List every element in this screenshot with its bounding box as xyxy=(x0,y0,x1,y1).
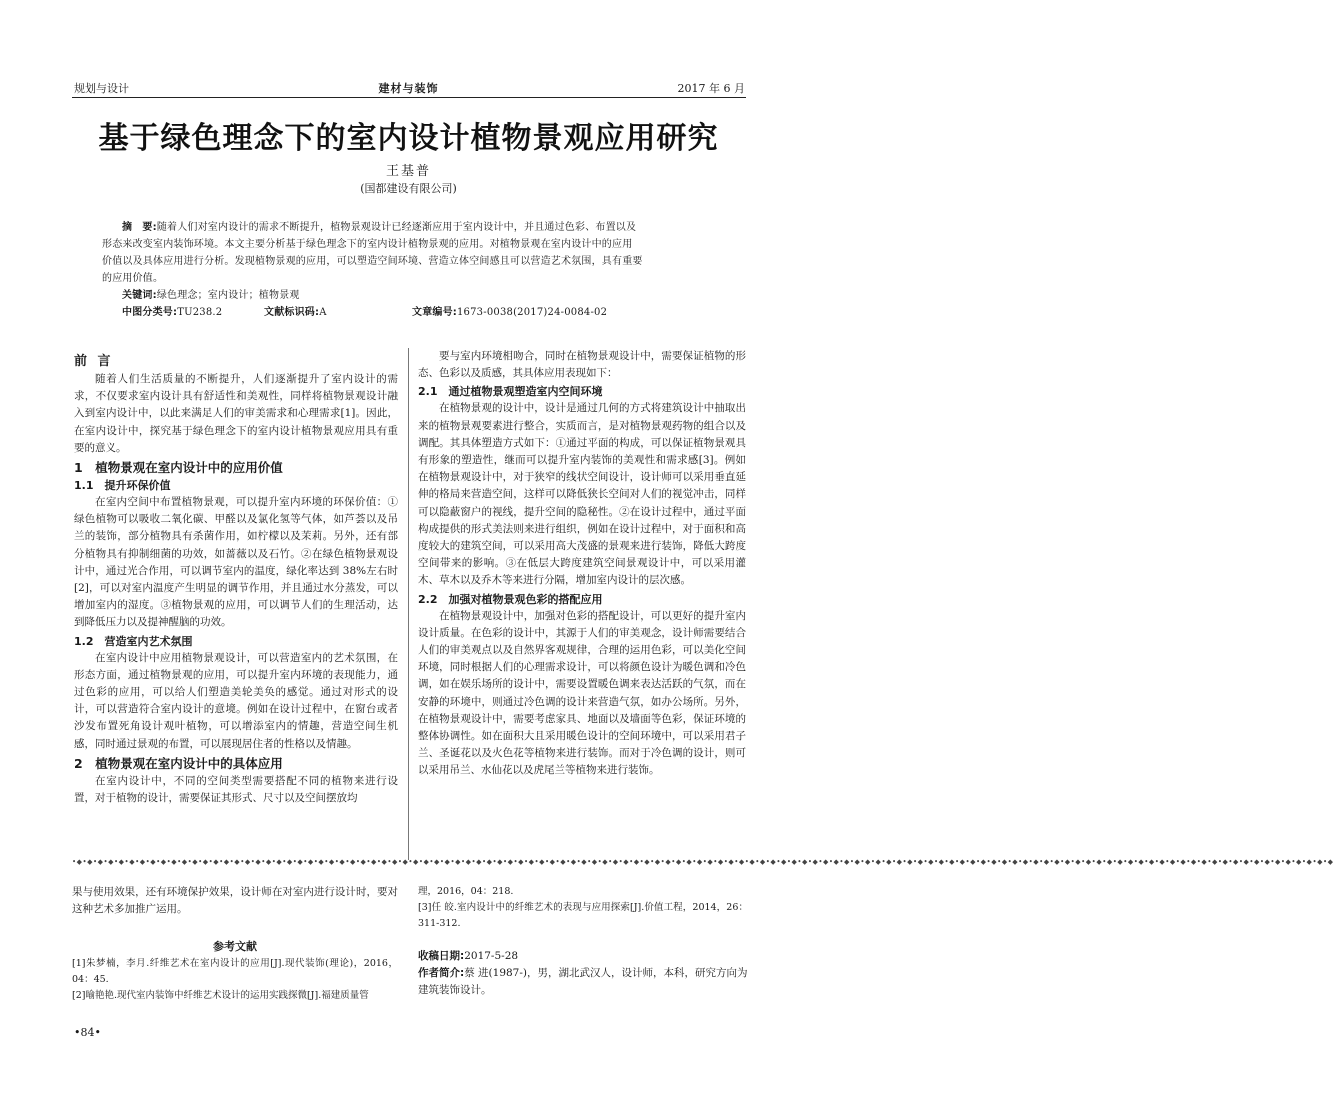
section-1-2-paragraph: 在室内设计中应用植物景观设计，可以营造室内的艺术氛围，在形态方面，通过植物景观的应用，可以提升室内环境的表现能力，通过色彩的应用，可以给人们塑造美轮美奂的感觉。通过对形式的设计，可以营造符合室内设计的意境。例如在设计过程中，在窗台或者沙发布置死角设计观叶植物，可以增添室内的情趣，营造空间生机感，同时通过景观的布置，可以展现居住者的性格以及情趣。 xyxy=(74,651,398,750)
article-number-field: 文章编号:1673-0038(2017)24-0084-02 xyxy=(412,307,608,318)
header-rule xyxy=(72,97,746,98)
section-2-paragraph: 在室内设计中，不同的空间类型需要搭配不同的植物来进行设置，对于植物的设计，需要保证其形式、尺寸以及空间摆放均 xyxy=(74,774,398,805)
references-heading: 参考文献 xyxy=(213,940,257,954)
section-1-2-heading: 1.2 营造室内艺术氛围 xyxy=(74,634,193,648)
section-1-1-paragraph: 在室内空间中布置植物景观，可以提升室内环境的环保价值：①绿色植物可以吸收二氧化碳、甲醛以及氯化氢等气体，如芦荟以及吊兰的装饰，部分植物具有杀菌作用，如柠檬以及茉莉。另外，还有部分植物具有抑制细菌的功效，如蔷薇以及石竹。②在绿色植物景观设计中，通过光合作用，可以调节室内的温度，绿化率达到 38%左右时[2]，可以对室内温度产生明显的调节作用，并且通过水分蒸发，可以增加室内的湿度。③植物景观的应用，可以调节人们的生理活动，达到降低压力以及提神醒脑的功效。 xyxy=(74,496,398,629)
right-column xyxy=(418,348,746,780)
reference-item: [1]朱梦楠，李月.纤维艺术在室内设计的应用[J].现代装饰(理论)，2016，04：45. xyxy=(72,958,398,986)
reference-item: [3]任 皎.室内设计中的纤维艺术的表现与应用探索[J].价值工程，2014，26：311-312. xyxy=(418,902,748,929)
abstract-line: 形态来改变室内装饰环境。本文主要分析基于绿色理念下的室内设计植物景观的应用。对植物景观在室内设计中的应用 xyxy=(102,239,633,250)
reference-item: [2]喻艳艳.现代室内装饰中纤维艺术设计的运用实践探微[J].福建质量管 xyxy=(72,990,369,1002)
running-head-left: 规划与设计 xyxy=(74,82,129,95)
abstract-line: 摘 要:随着人们对室内设计的需求不断提升，植物景观设计已经逐渐应用于室内设计中，并且通过色彩、布置以及 xyxy=(122,222,637,233)
paper-title: 基于绿色理念下的室内设计植物景观应用研究 xyxy=(98,121,719,156)
issue-date: 2017 年 6 月 xyxy=(677,82,745,95)
received-date: 收稿日期:2017-5-28 xyxy=(418,950,519,962)
section-1-heading: 1 植物景观在室内设计中的应用价值 xyxy=(74,460,283,476)
left-column xyxy=(74,348,398,807)
preface-heading: 前 言 xyxy=(74,354,114,369)
journal-name: 建材与装饰 xyxy=(378,82,439,95)
bottom-left-column xyxy=(72,884,398,1004)
page-number: •84• xyxy=(74,1026,101,1039)
section-2-continued-paragraph: 要与室内环境相吻合，同时在植物景观设计中，需要保证植物的形态、色彩以及质感，其具体应用表现如下： xyxy=(418,350,746,380)
section-1-1-heading: 1.1 提升环保价值 xyxy=(74,479,171,493)
abstract-line: 价值以及具体应用进行分析。发现植物景观的应用，可以塑造空间环境、营造立体空间感且可以营造艺术氛围，具有重要 xyxy=(102,256,643,267)
reference-item-continued: 理，2016，04：218. xyxy=(418,886,514,897)
section-2-1-paragraph: 在植物景观的设计中，设计是通过几何的方式将建筑设计中抽取出来的植物景观要素进行整合，实质而言，是对植物景观药物的组合以及调配。其具体塑造方式如下：①通过平面的构成，可以保证植物景观具有形象的塑造性，继而可以提升室内装饰的美观性和需求感[3]。例如在植物景观设计中，对于狭窄的线状空间设计，设计师可以采用垂直延伸的格局来营造空间，这样可以降低狭长空间对人们的视觉冲击，同样可以隐蔽窗户的视线，提升空间的隐秘性。②在设计过程中，通过平面构成提供的形式美法则来进行组织，例如在设计过程中，对于面积和高度较大的建筑空间，可以采用高大茂盛的景观来进行装饰，降低大跨度空间带来的影响。③在低层大跨度建筑空间景观设计中，可以采用灌木、草木以及乔木等来进行分隔，增加室内设计的层次感。 xyxy=(418,402,746,587)
column-divider xyxy=(408,348,409,860)
preface-paragraph: 随着人们生活质量的不断提升，人们逐渐提升了室内设计的需求，不仅要求室内设计具有舒适性和美观性，同样将植物景观设计融入到室内设计中，以此来满足人们的审美需求和心理需求[1]。因此，在室内设计中，探究基于绿色理念下的室内设计植物景观应用具有重要的意义。 xyxy=(74,373,398,454)
keywords: 绿色理念；室内设计；植物景观 xyxy=(156,290,300,301)
abstract xyxy=(102,219,732,321)
bottom-right-column xyxy=(418,884,748,999)
abstract-label: 摘 要: xyxy=(122,222,157,233)
section-2-2-heading: 2.2 加强对植物景观色彩的搭配应用 xyxy=(418,592,603,606)
classification-line xyxy=(102,304,732,321)
section-2-1-heading: 2.1 通过植物景观塑造室内空间环境 xyxy=(418,385,603,399)
clc-field: 中图分类号:TU238.2 xyxy=(122,307,223,318)
article-separator: •◆•◆•◆•◆•◆•◆•◆•◆•◆•◆•◆•◆•◆•◆•◆•◆•◆•◆•◆•◆•◆•◆•◆•◆•◆•◆•◆•◆•◆•◆•◆•◆•◆•◆•◆•◆•◆•◆•◆•◆•◆•◆•◆•◆•◆•◆•◆•◆•◆•◆•◆•◆•◆•◆•◆•◆•◆•◆•◆•◆•◆•◆•◆•◆•◆•◆•◆•◆•◆•◆•◆•◆•◆•◆•◆•◆•◆•◆•◆•◆•◆•◆•◆•◆•◆•◆•◆•◆•◆•◆•◆•◆•◆•◆•◆•◆•◆•◆•◆•◆•◆•◆•◆•◆•◆•◆•◆•◆•◆•◆•◆•◆•◆•◆•◆•◆•◆•◆•◆•◆ xyxy=(72,858,1333,866)
author-name: 王基普 xyxy=(385,164,431,179)
doc-code-field: 文献标识码:A xyxy=(264,307,327,318)
keywords-line xyxy=(102,287,732,304)
abstract-line: 的应用价值。 xyxy=(102,273,164,284)
section-2-2-paragraph: 在植物景观设计中，加强对色彩的搭配设计，可以更好的提升室内设计质量。在色彩的设计中，其源于人们的审美观念，设计师需要结合人们的审美观点以及自然界客观规律，合理的运用色彩，可以美化空间环境，同时根据人们的心理需求设计，可以将颜色设计为暖色调和冷色调，如在娱乐场所的设计中，需要设置暖色调来表达活跃的气氛，而在安静的环境中，则通过冷色调的设计来营造气氛，如办公场所。另外，在植物景观设计中，需要考虑家具、地面以及墙面等色彩，保证环境的整体协调性。如在面积大且采用暖色设计的空间环境中，可以采用君子兰、圣诞花以及火色花等植物来进行装饰。而对于冷色调的设计，则可以采用吊兰、水仙花以及虎尾兰等植物来进行装饰。 xyxy=(418,609,746,777)
section-2-heading: 2 植物景观在室内设计中的具体应用 xyxy=(74,755,283,771)
author-bio: 作者简介:蔡 进(1987-)，男，湖北武汉人，设计师，本科，研究方向为建筑装饰设计。 xyxy=(418,967,748,996)
previous-article-tail: 果与使用效果，还有环境保护效果，设计师在对室内进行设计时，要对这种艺术多加推广运用。 xyxy=(72,886,398,916)
keywords-label: 关键词: xyxy=(122,290,157,301)
author-affiliation: (国都建设有限公司) xyxy=(360,182,457,195)
